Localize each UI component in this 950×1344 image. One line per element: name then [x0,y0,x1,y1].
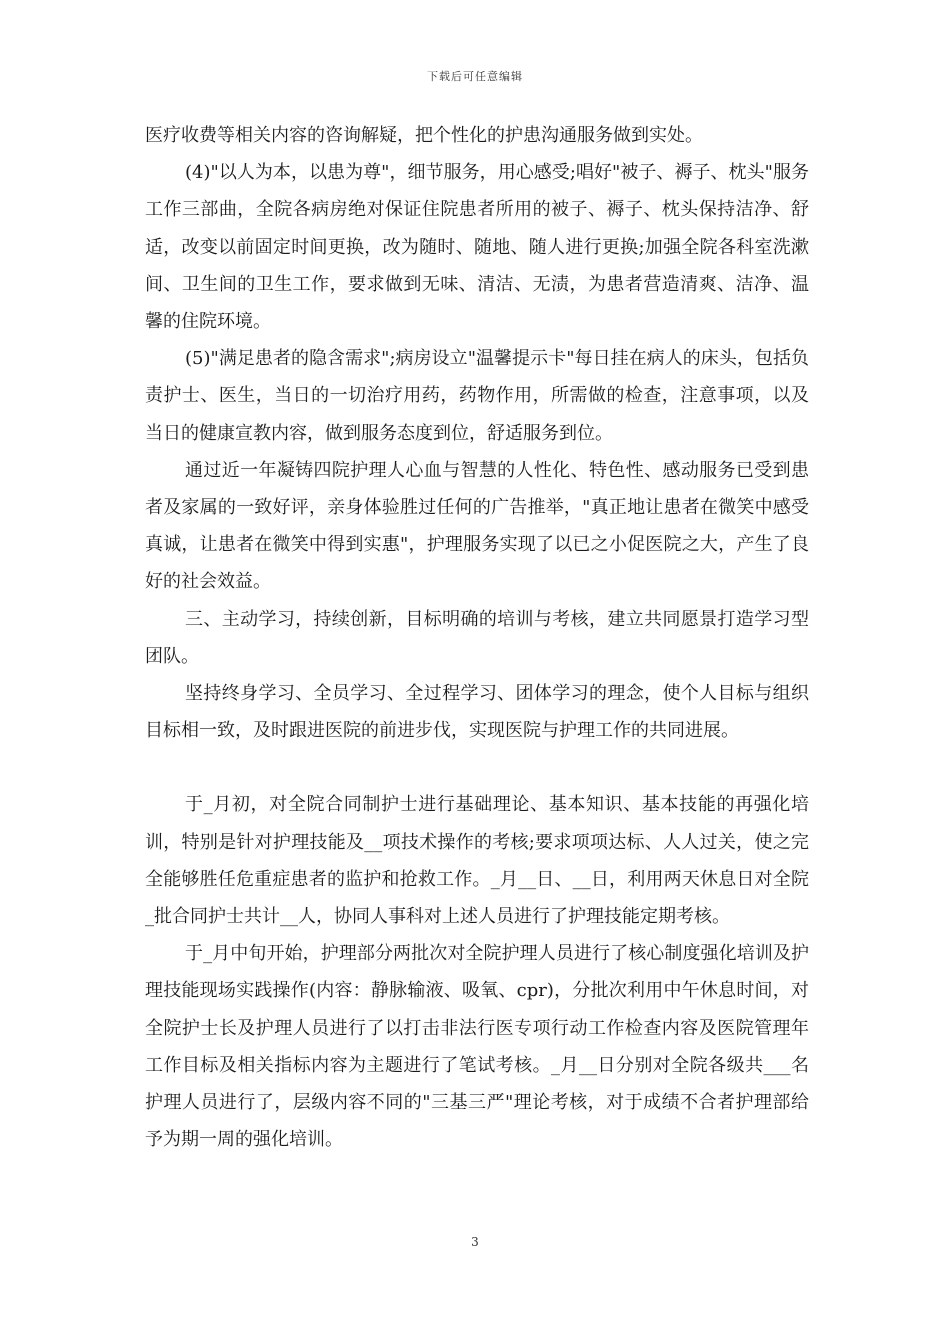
paragraph-3: (5)"满足患者的隐含需求";病房设立"温馨提示卡"每日挂在病人的床头，包括负责护士、医生，当日的一切治疗用药，药物作用，所需做的检查，注意事项，以及当日的健康宣教内容，做到服务态度到位，舒适服务到位。 [145,348,809,444]
paragraph-6: 于_月初，对全院合同制护士进行基础理论、基本知识、基本技能的再强化培训，特别是针对护理技能及__项技术操作的考核;要求项项达标、人人过关，使之完全能够胜任危重症患者的监护和抢救工作。_月__日、__日，利用两天休息日对全院_批合同护士共计__人，协同人事科对上述人员进行了护理技能定期考核。 [145,794,809,928]
paragraph-2: (4)"以人为本，以患为尊"，细节服务，用心感受;唱好"被子、褥子、枕头"服务工作三部曲，全院各病房绝对保证住院患者所用的被子、褥子、枕头保持洁净、舒适，改变以前固定时间更换，改为随时、随地、随人进行更换;加强全院各科室洗漱间、卫生间的卫生工作，要求做到无味、清洁、无渍，为患者营造清爽、洁净、温馨的住院环境。 [145,162,809,333]
paragraph-5: 坚持终身学习、全员学习、全过程学习、团体学习的理念，使个人目标与组织目标相一致，及时跟进医院的前进步伐，实现医院与护理工作的共同进展。 [145,683,809,742]
paragraph-7: 于_月中旬开始，护理部分两批次对全院护理人员进行了核心制度强化培训及护理技能现场实践操作(内容：静脉输液、吸氧、cpr)，分批次利用中午休息时间，对全院护士长及护理人员进行了以打击非法行医专项行动工作检查内容及医院管理年工作目标及相关指标内容为主题进行了笔试考核。_月__日分别对全院各级共___名护理人员进行了，层级内容不同的"三基三严"理论考核，对于成绩不合者护理部给予为期一周的强化培训。 [145,943,809,1151]
document-body [145,117,809,1158]
section-heading-3: 三、主动学习，持续创新，目标明确的培训与考核，建立共同愿景打造学习型团队。 [145,608,809,667]
page-number: 3 [471,1235,479,1249]
paragraph-4: 通过近一年凝铸四院护理人心血与智慧的人性化、特色性、感动服务已受到患者及家属的一致好评，亲身体验胜过任何的广告推举，"真正地让患者在微笑中感受真诚，让患者在微笑中得到实惠"，护理服务实现了以已之小促医院之大，产生了良好的社会效益。 [145,459,809,593]
page-header: 下载后可任意编辑 [427,70,523,83]
paragraph-1: 医疗收费等相关内容的咨询解疑，把个性化的护患沟通服务做到实处。 [145,125,703,146]
